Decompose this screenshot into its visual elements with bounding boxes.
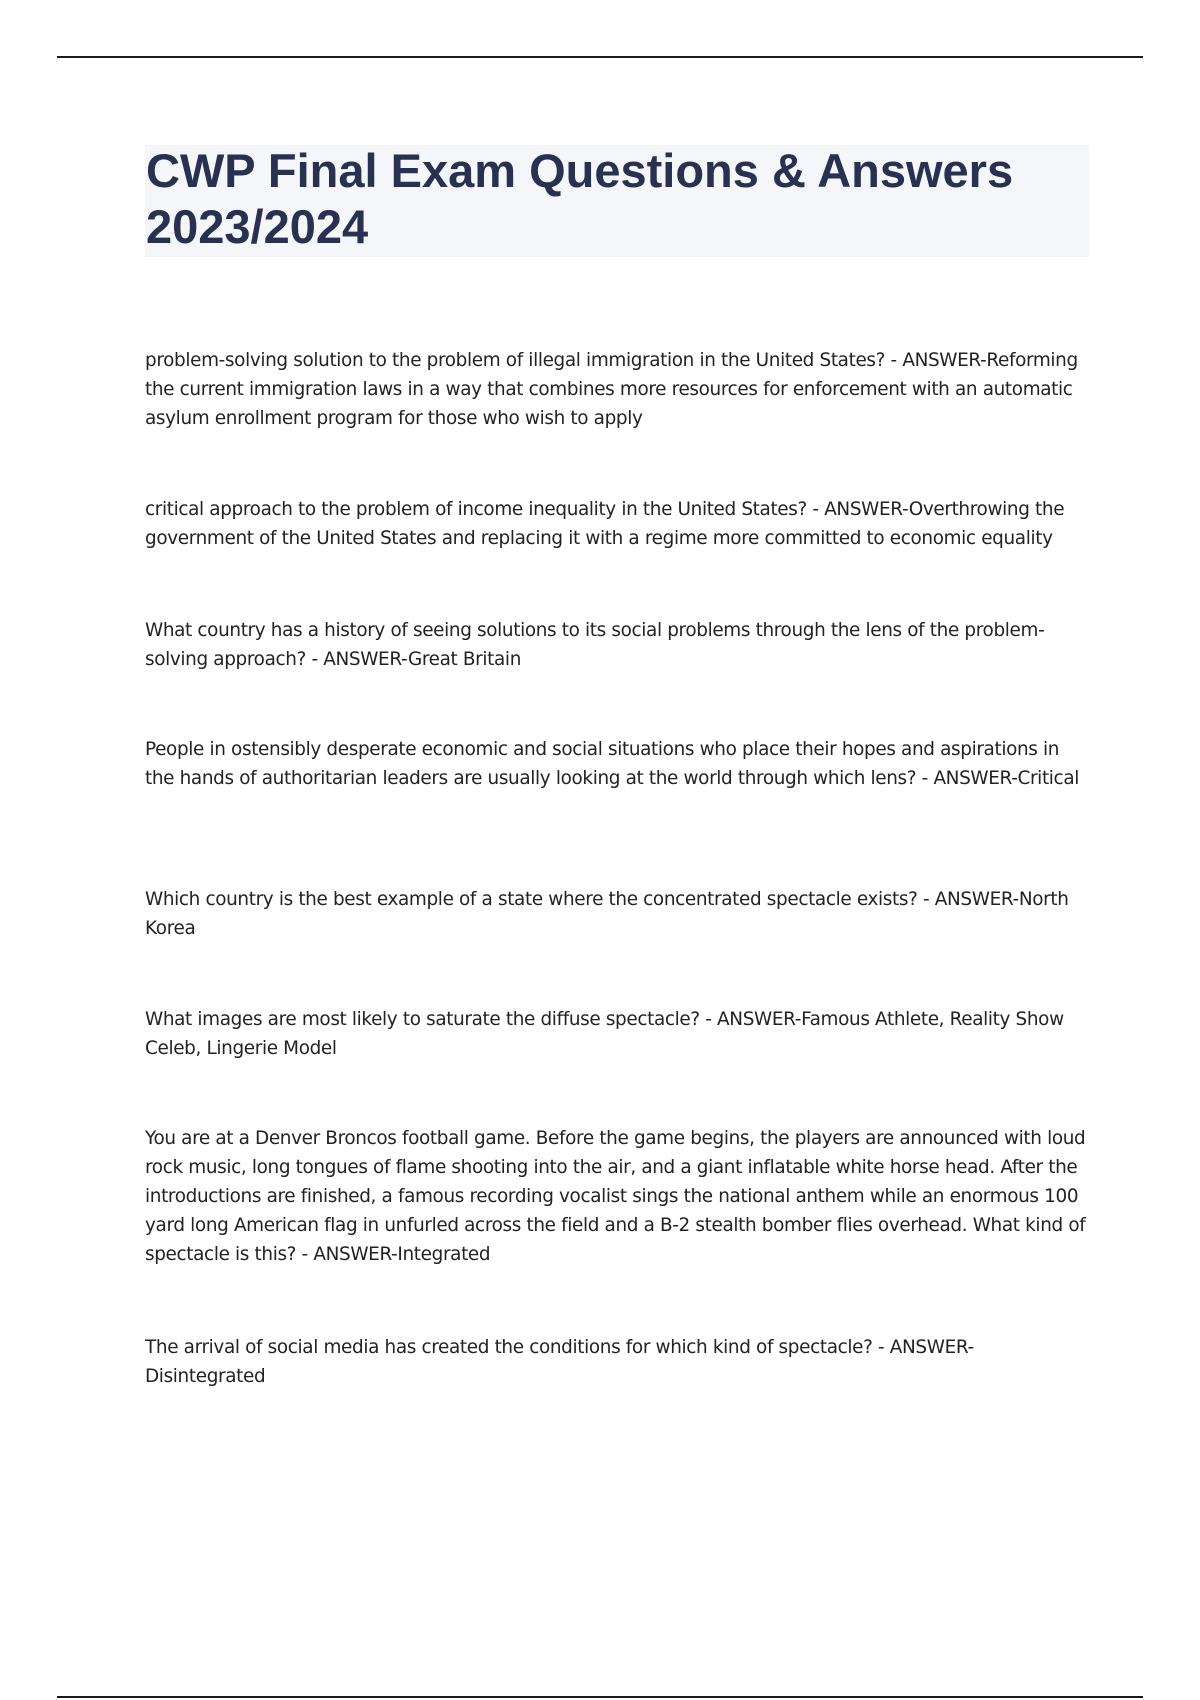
qa-item: What images are most likely to saturate the diffuse spectacle? - ANSWER-Famous Athlete, Reality Show Celeb, Lingerie Model [145, 1009, 1064, 1059]
top-rule [57, 56, 1143, 58]
qa-item: People in ostensibly desperate economic and social situations who place their hopes and aspirations in the hands of authoritarian leaders are usually looking at the world through which lens? - ANSWER-Critical [145, 739, 1080, 789]
qa-item: critical approach to the problem of income inequality in the United States? - ANSWER-Overthrowing the government of the United States and replacing it with a regime more committed to economic equality [145, 499, 1065, 549]
qa-item: problem-solving solution to the problem of illegal immigration in the United States? - ANSWER-Reforming the current immigration laws in a way that combines more resources for enforcement with an automatic asylum enrollment program for those who wish to apply [145, 350, 1078, 429]
qa-item: The arrival of social media has created the conditions for which kind of spectacle? - ANSWER-Disintegrated [145, 1337, 974, 1387]
document-title: CWP Final Exam Questions & Answers 2023/2024 [146, 144, 1014, 253]
bottom-rule [57, 1696, 1143, 1698]
qa-item: Which country is the best example of a state where the concentrated spectacle exists? - ANSWER-North Korea [145, 889, 1069, 939]
qa-item: What country has a history of seeing solutions to its social problems through the lens of the problem-solving approach? - ANSWER-Great Britain [145, 620, 1045, 670]
qa-item: You are at a Denver Broncos football game. Before the game begins, the players are announced with loud rock music, long tongues of flame shooting into the air, and a giant inflatable white horse head. After the introductions are finished, a famous recording vocalist sings the national anthem while an enormous 100 yard long American flag in unfurled across the field and a B-2 stealth bomber flies overhead. What kind of spectacle is this? - ANSWER-Integrated [145, 1128, 1086, 1265]
